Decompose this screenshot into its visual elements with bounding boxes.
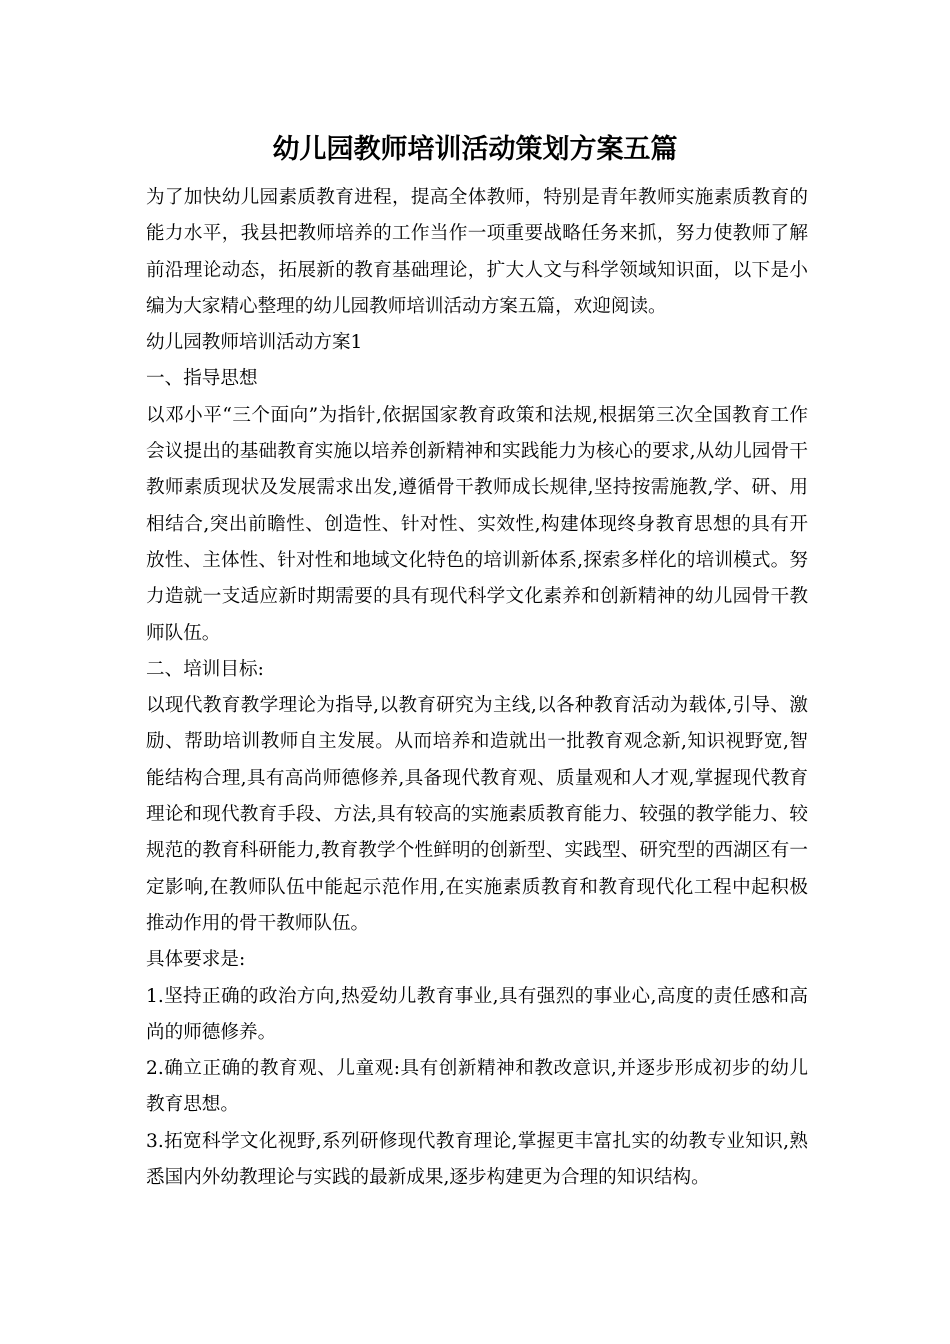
heading-guiding-thought: 一、指导思想: [146, 368, 258, 390]
requirement-item-1: 1.坚持正确的政治方向,热爱幼儿教育事业,具有强烈的事业心,高度的责任感和高尚的师德修养。: [146, 985, 808, 1043]
section-heading-plan-1: 幼儿园教师培训活动方案1: [146, 332, 363, 354]
heading-training-goals: 二、培训目标:: [146, 658, 264, 680]
paragraph-guiding-thought: 以邓小平“三个面向”为指针,依据国家教育政策和法规,根据第三次全国教育工作会议提出的基础教育实施以培养创新精神和实践能力为核心的要求,从幼儿园骨干教师素质现状及发展需求出发,遵循骨干教师成长规律,坚持按需施教,学、研、用相结合,突出前瞻性、创造性、针对性、实效性,构建体现终身教育思想的具有开放性、主体性、针对性和地域文化特色的培训新体系,探索多样化的培训模式。努力造就一支适应新时期需要的具有现代科学文化素养和创新精神的幼儿园骨干教师队伍。: [146, 404, 808, 644]
requirement-item-3: 3.拓宽科学文化视野,系列研修现代教育理论,掌握更丰富扎实的幼教专业知识,熟悉国内外幼教理论与实践的最新成果,逐步构建更为合理的知识结构。: [146, 1130, 808, 1189]
document-title: 幼儿园教师培训活动策划方案五篇: [272, 134, 678, 165]
heading-specific-requirements: 具体要求是:: [146, 949, 246, 971]
document-body: [146, 180, 808, 1196]
requirement-item-2: 2.确立正确的教育观、儿童观:具有创新精神和教改意识,并逐步形成初步的幼儿教育思想。: [146, 1058, 808, 1116]
intro-paragraph: 为了加快幼儿园素质教育进程，提高全体教师，特别是青年教师实施素质教育的能力水平，我县把教师培养的工作当作一项重要战略任务来抓，努力使教师了解前沿理论动态，拓展新的教育基础理论，扩大人文与科学领域知识面，以下是小编为大家精心整理的幼儿园教师培训活动方案五篇，欢迎阅读。: [146, 187, 808, 317]
paragraph-training-goals: 以现代教育教学理论为指导,以教育研究为主线,以各种教育活动为载体,引导、激励、帮助培训教师自主发展。从而培养和造就出一批教育观念新,知识视野宽,智能结构合理,具有高尚师德修养,具备现代教育观、质量观和人才观,掌握现代教育理论和现代教育手段、方法,具有较高的实施素质教育能力、较强的教学能力、较规范的教育科研能力,教育教学个性鲜明的创新型、实践型、研究型的西湖区有一定影响,在教师队伍中能起示范作用,在实施素质教育和教育现代化工程中起积极推动作用的骨干教师队伍。: [146, 695, 808, 934]
